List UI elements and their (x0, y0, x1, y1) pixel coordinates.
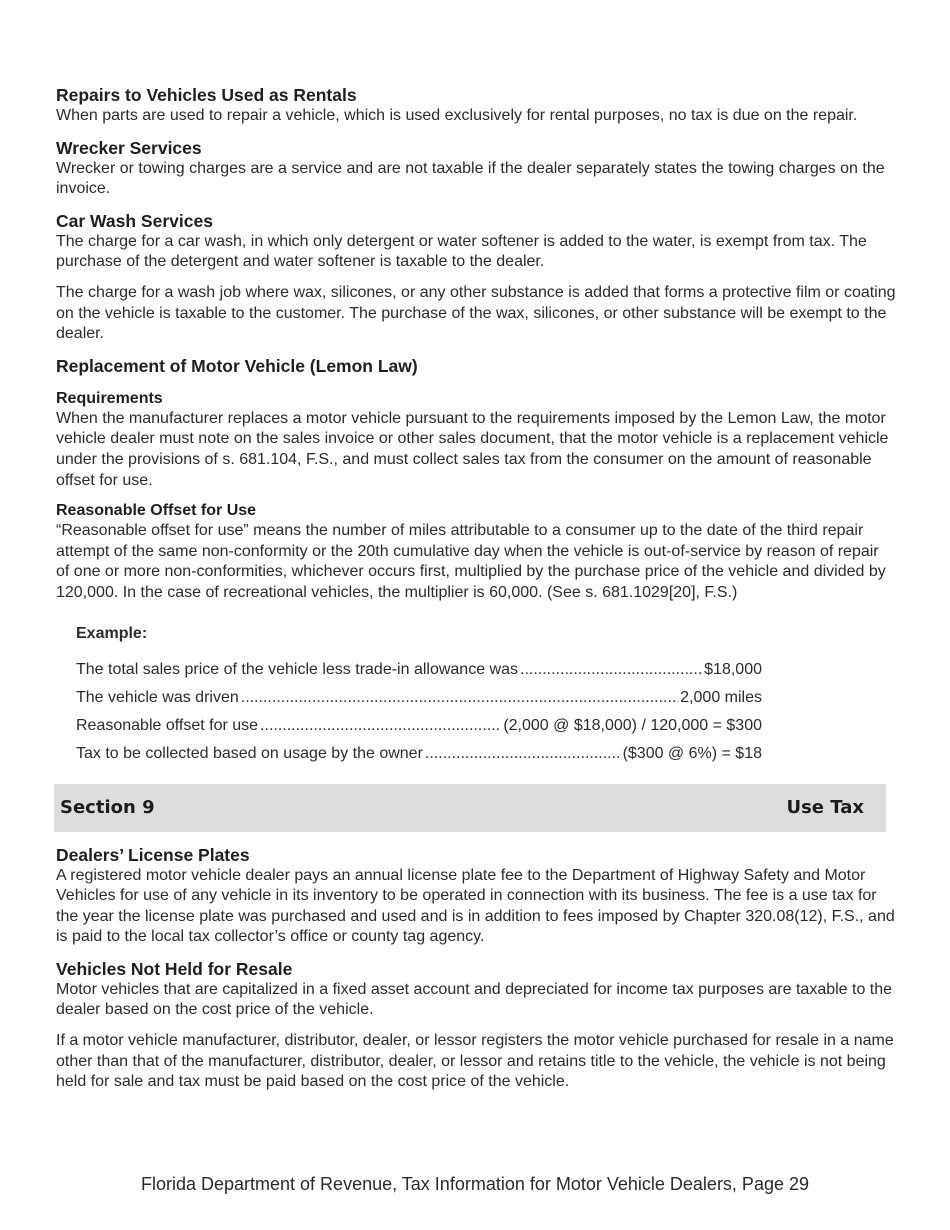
wrecker-body: Wrecker or towing charges are a service and are not taxable if the dealer separately states the towing charges on the invoice. (56, 159, 885, 198)
carwash-heading: Car Wash Services (56, 210, 213, 231)
example-row-label: The vehicle was driven (76, 688, 239, 706)
example-block (76, 624, 762, 772)
lemon-law-heading: Replacement of Motor Vehicle (Lemon Law) (56, 355, 418, 376)
section-header-bar (54, 784, 886, 832)
offset-body: “Reasonable offset for use” means the number of miles attributable to a consumer up to the date of the third repair attempt of the same non-conformity or the 20th cumulative day when the vehicle is out-of-service by reason of repair of one or more non-conformities, whichever occurs first, multiplied by the purchase price of the vehicle and divided by 120,000. In the case of recreational vehicles, the multiplier is 60,000. (See s. 681.1029[20], F.S.) (56, 522, 886, 601)
page-content (56, 84, 896, 1093)
carwash-body-1: The charge for a car wash, in which only detergent or water softener is added to the water, is exempt from tax. The purchase of the detergent and water softener is taxable to the dealer. (56, 232, 867, 271)
example-row-label: Tax to be collected based on usage by the owner (76, 744, 423, 762)
not-held-heading: Vehicles Not Held for Resale (56, 958, 293, 979)
example-row-value: ($300 @ 6%) = $18 (622, 744, 762, 762)
section-number: Section 9 (60, 797, 155, 818)
leader-dots (520, 660, 702, 680)
wrecker-heading: Wrecker Services (56, 137, 202, 158)
example-row-value: (2,000 @ $18,000) / 120,000 = $300 (503, 716, 762, 734)
repairs-body: When parts are used to repair a vehicle, which is used exclusively for rental purposes, no tax is due on the repair. (56, 107, 858, 124)
requirements-body: When the manufacturer replaces a motor vehicle pursuant to the requirements imposed by the Lemon Law, the motor vehicle dealer must note on the sales invoice or other sales document, that the motor vehicle is a replacement vehicle under the provisions of s. 681.104, F.S., and must collect sales tax from the consumer on the amount of reasonable offset for use. (56, 409, 889, 489)
leader-dots (241, 688, 678, 708)
page-footer: Florida Department of Revenue, Tax Information for Motor Vehicle Dealers, Page 29 (140, 1174, 809, 1194)
example-heading: Example: (76, 624, 148, 642)
leader-dots (260, 716, 501, 736)
not-held-body-1: Motor vehicles that are capitalized in a fixed asset account and depreciated for income tax purposes are taxable to the dealer based on the cost price of the vehicle. (56, 980, 893, 1019)
not-held-body-2: If a motor vehicle manufacturer, distributor, dealer, or lessor registers the motor vehicle purchased for resale in a name other than that of the manufacturer, distributor, dealer, or lessor and retains title to the vehicle, the vehicle is not being held for sale and tax must be paid based on the cost price of the vehicle. (56, 1032, 894, 1091)
offset-heading: Reasonable Offset for Use (56, 502, 257, 520)
leader-dots (425, 744, 621, 764)
license-plates-heading: Dealers’ License Plates (56, 844, 250, 865)
example-row (76, 688, 762, 716)
example-row-value: 2,000 miles (680, 688, 762, 706)
requirements-heading: Requirements (56, 389, 163, 407)
carwash-body-2: The charge for a wash job where wax, silicones, or any other substance is added that forms a protective film or coating on the vehicle is taxable to the customer. The purchase of the wax, silicones, or other substance will be exempt to the dealer. (56, 283, 896, 343)
example-row (76, 744, 762, 772)
example-row-value: $18,000 (704, 660, 762, 678)
license-plates-body: A registered motor vehicle dealer pays an annual license plate fee to the Department of Highway Safety and Motor Vehicles for use of any vehicle in its inventory to be operated in connection with its business. The fee is a use tax for the year the license plate was purchased and used and is in addition to fees imposed by Chapter 320.08(12), F.S., and is paid to the local tax collector’s office or county tag agency. (56, 866, 895, 946)
example-row (76, 660, 762, 688)
section-title: Use Tax (786, 797, 864, 818)
example-row (76, 716, 762, 744)
repairs-heading: Repairs to Vehicles Used as Rentals (56, 85, 357, 105)
example-row-label: The total sales price of the vehicle less trade-in allowance was (76, 660, 518, 678)
example-row-label: Reasonable offset for use (76, 716, 259, 734)
